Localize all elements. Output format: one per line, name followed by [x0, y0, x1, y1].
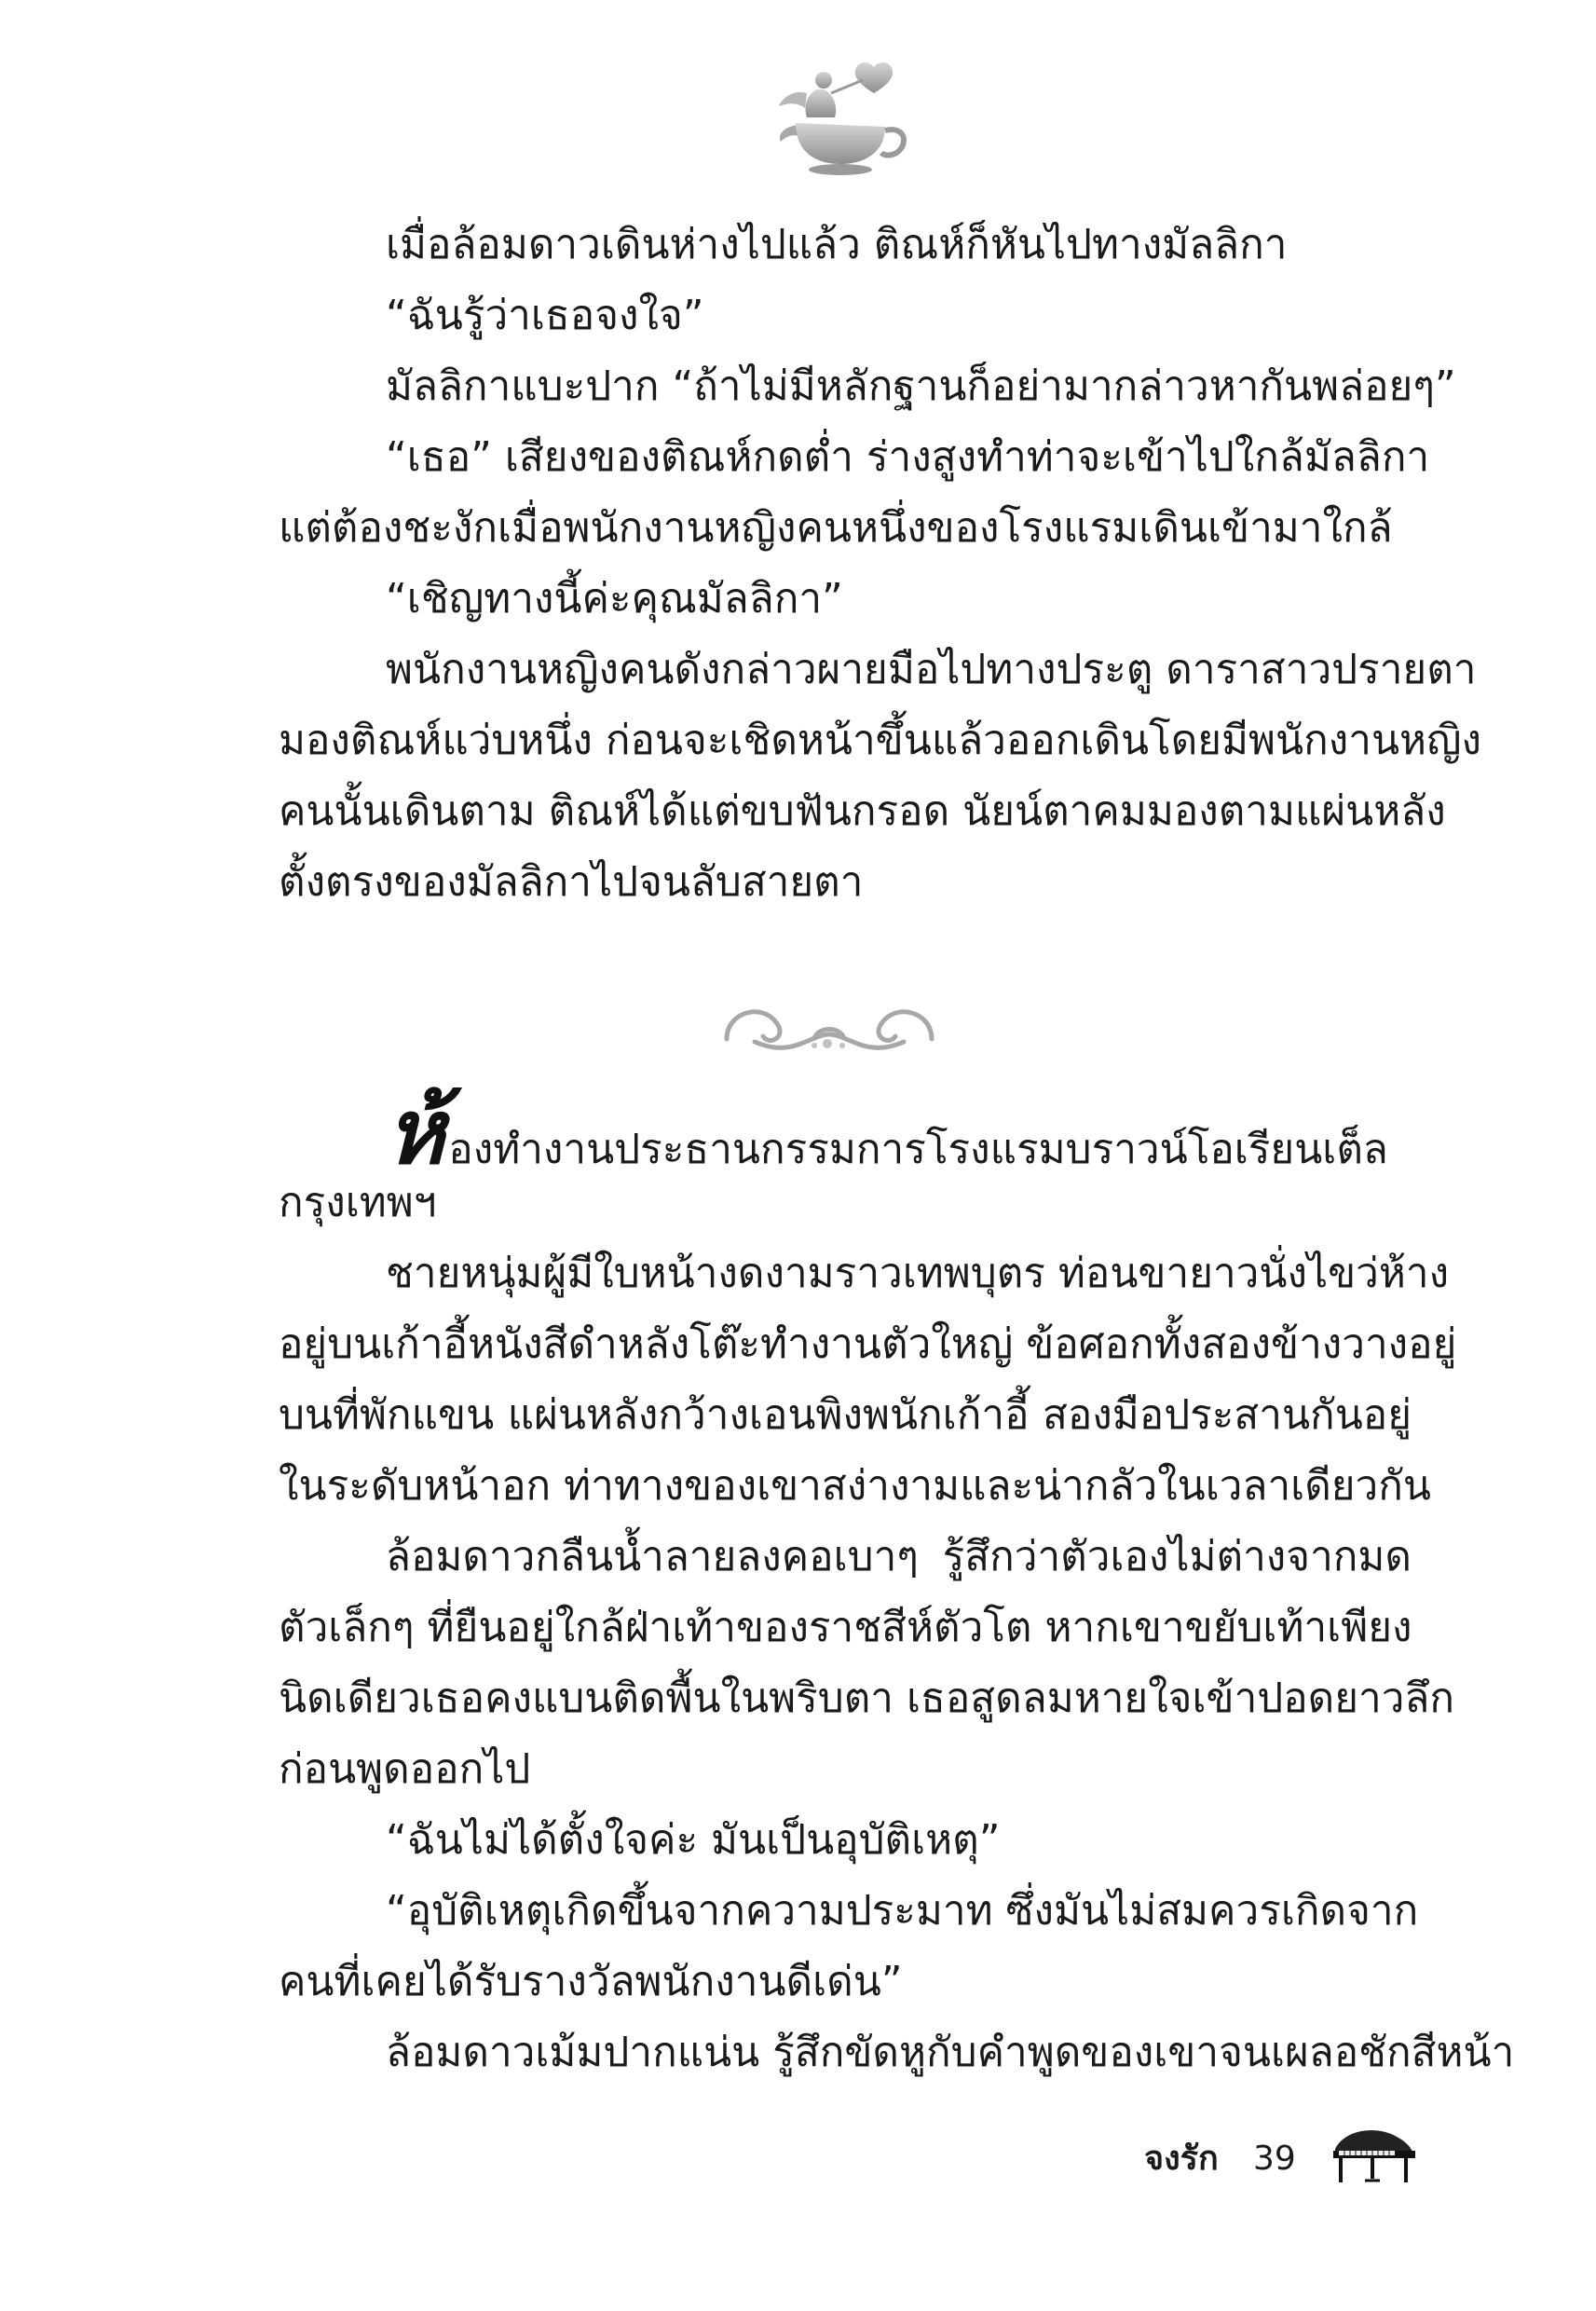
text-line: “อุบัติเหตุเกิดขึ้นจากความประมาท ซึ่งมันไม่สมควรเกิดจาก: [386, 1887, 1419, 1935]
footer-book-title: จงรัก: [1144, 2140, 1219, 2178]
text-line: คนที่เคยได้รับรางวัลพนักงานดีเด่น”: [279, 1958, 903, 2005]
grand-piano-icon: [1328, 2123, 1416, 2188]
text-line: มองติณห์แว่บหนึ่ง ก่อนจะเชิดหน้าขึ้นแล้วออกเดินโดยมีพนักงานหญิง: [279, 717, 1482, 764]
text-line: “เชิญทางนี้ค่ะคุณมัลลิกา”: [386, 575, 843, 622]
text-line: ในระดับหน้าอก ท่าทางของเขาสง่างามและน่ากลัวในเวลาเดียวกัน: [279, 1462, 1431, 1510]
text-line: นิดเดียวเธอคงแบนติดพื้นในพริบตา เธอสูดลมหายใจเข้าปอดยาวลึก: [279, 1675, 1455, 1722]
text-line: องทำงานประธานกรรมการโรงแรมบราวน์โอเรียนเต็ล: [448, 1126, 1388, 1173]
text-line: ตั้งตรงของมัลลิกาไปจนลับสายตา: [279, 858, 864, 906]
text-line: แต่ต้องชะงักเมื่อพนักงานหญิงคนหนึ่งของโรงแรมเดินเข้ามาใกล้: [279, 504, 1393, 552]
cupid-teapot-ornament-icon: [770, 58, 909, 179]
text-line: ล้อมดาวเม้มปากแน่น รู้สึกขัดหูกับคำพูดของเขาจนเผลอชักสีหน้า: [386, 2029, 1515, 2076]
text-line: ชายหนุ่มผู้มีใบหน้างดงามราวเทพบุตร ท่อนขายาวนั่งไขว่ห้าง: [386, 1250, 1450, 1297]
text-line: “ฉันไม่ได้ตั้งใจค่ะ มันเป็นอุบัติเหตุ”: [386, 1816, 1001, 1864]
text-line: คนนั้นเดินตาม ติณห์ได้แต่ขบฟันกรอด นัยน์ตาคมมองตามแผ่นหลัง: [279, 787, 1446, 835]
page-number: 39: [1253, 2140, 1296, 2178]
text-line: อยู่บนเก้าอี้หนังสีดำหลังโต๊ะทำงานตัวใหญ่ ข้อศอกทั้งสองข้างวางอยู่: [279, 1320, 1457, 1368]
text-block-top: [279, 212, 1482, 939]
text-block-bottom: [279, 1080, 1515, 2087]
text-line: “เธอ” เสียงของติณห์กดต่ำ ร่างสูงทำท่าจะเข้าไปใกล้มัลลิกา: [386, 433, 1430, 481]
text-line: ล้อมดาวกลืนน้ำลายลงคอเบาๆ รู้สึกว่าตัวเองไม่ต่างจากมด: [386, 1533, 1412, 1580]
scroll-divider-icon: [717, 988, 941, 1072]
text-line: มัลลิกาแบะปาก “ถ้าไม่มีหลักฐานก็อย่ามากล่าวหากันพล่อยๆ”: [386, 362, 1456, 410]
text-line: ก่อนพูดออกไป: [279, 1745, 531, 1793]
text-line: “ฉันรู้ว่าเธอจงใจ”: [386, 292, 704, 339]
drop-cap: ห้: [386, 1080, 445, 1184]
text-line: ตัวเล็กๆ ที่ยืนอยู่ใกล้ฝ่าเท้าของราชสีห์ตัวโต หากเขาขยับเท้าเพียง: [279, 1604, 1412, 1651]
text-line: บนที่พักแขน แผ่นหลังกว้างเอนพิงพนักเก้าอี้ สองมือประสานกันอยู่: [279, 1391, 1412, 1439]
text-line: กรุงเทพฯ: [279, 1179, 437, 1226]
text-line: เมื่อล้อมดาวเดินห่างไปแล้ว ติณห์ก็หันไปทางมัลลิกา: [386, 221, 1288, 268]
text-line: พนักงานหญิงคนดังกล่าวผายมือไปทางประตู ดาราสาวปรายตา: [386, 646, 1477, 693]
text-line-with-dropcap: [386, 1080, 1412, 1184]
